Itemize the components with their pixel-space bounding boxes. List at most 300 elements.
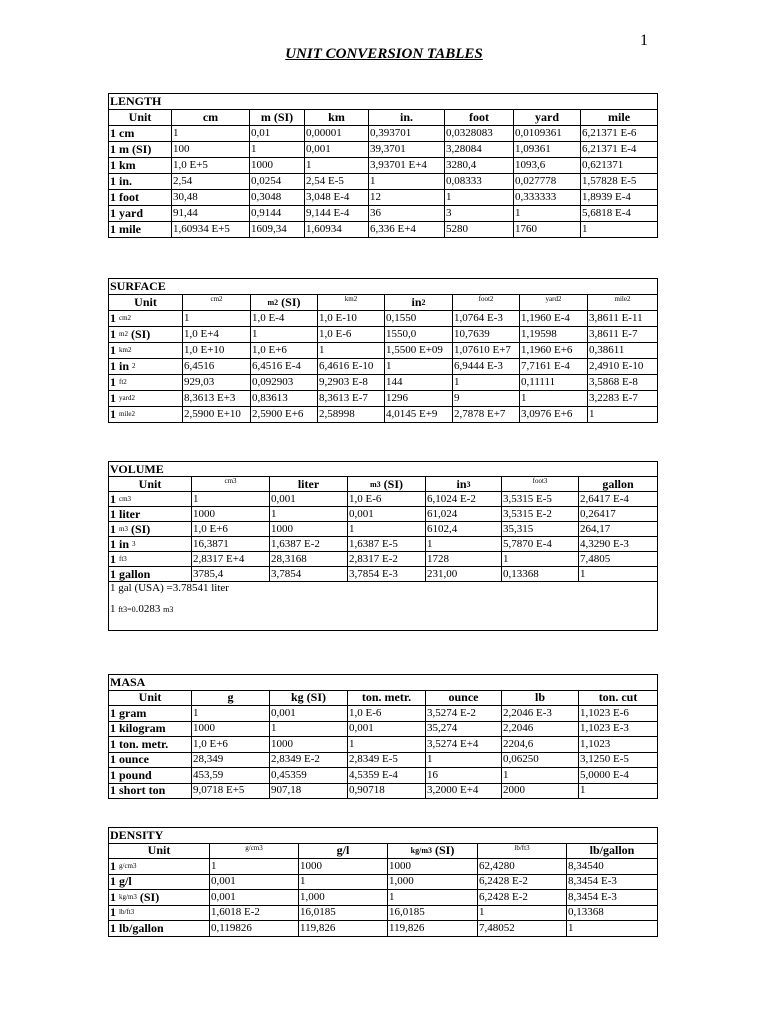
unit-part-pre: 1 [110,343,116,357]
column-header: yard2 [520,295,588,311]
row-unit-label [109,359,183,375]
unit-superscript: m2 [267,298,279,307]
table-cell: 36 [369,206,445,222]
row-unit-label [109,492,192,507]
table-cell: 2,5900 E+10 [183,407,251,423]
table-cell: 0,13368 [567,905,658,921]
table-cell: 1 [172,126,250,142]
unit-part-pre: 1 in [110,359,130,373]
table-cell: 0,001 [270,492,348,507]
table-cell: 3,2000 E+4 [426,783,502,799]
table-cell: 0,621371 [581,158,658,174]
unit-part-sup: m2 [119,330,128,338]
density-body [109,859,658,937]
row-unit-label [109,890,210,906]
table-cell: 2,2046 E-3 [502,706,579,722]
table-cell: 3,28084 [445,142,514,158]
table-cell: 1,0 E+6 [192,522,270,537]
unit-label: in [411,295,422,309]
unit-part-pre: 1 [110,889,116,904]
table-cell: 119,826 [388,921,478,937]
row-unit-label [109,522,192,537]
unit-part-pre: 1 g/l [110,874,132,889]
page-number: 1 [640,32,648,49]
table-cell: 2,54 E-5 [305,174,369,190]
column-header [348,477,426,492]
density-section-title: DENSITY [109,828,658,844]
table-cell: 6,4516 [183,359,251,375]
unit-part-post: (SI) [139,889,160,904]
table-row [109,522,658,537]
table-cell: 2,7878 E+7 [453,407,520,423]
table-row [109,737,658,753]
table-cell: 16,0185 [388,905,478,921]
table-cell: 2,58998 [318,407,385,423]
table-cell: 1 [299,874,388,890]
table-cell: 0,9144 [250,206,305,222]
table-cell: 1550,0 [385,327,453,343]
table-cell: 1 [514,206,581,222]
table-cell: 4,0145 E+9 [385,407,453,423]
column-header: foot [445,110,514,126]
table-cell: 8,3454 E-3 [567,890,658,906]
table-cell: 1000 [250,158,305,174]
table-cell: 3,1250 E-5 [579,752,658,768]
table-row [109,783,658,799]
table-cell: 1 [581,222,658,238]
row-unit-label: 1 km [109,158,172,174]
table-cell: 144 [385,375,453,391]
table-cell: 16,0185 [299,905,388,921]
density-table [108,827,658,937]
row-unit-label: 1 yard [109,206,172,222]
table-cell: 1,60934 [305,222,369,238]
table-cell: 1,0 E-4 [251,311,318,327]
unit-part-pre: 1 [110,521,116,536]
table-cell: 6,1024 E-2 [426,492,502,507]
table-cell: 3,93701 E+4 [369,158,445,174]
unit-part-sup: 2 [132,362,136,370]
table-cell: 1,1960 E+6 [520,343,588,359]
table-cell: 1,0 E+5 [172,158,250,174]
table-cell: 3,5274 E+4 [426,737,502,753]
table-cell: 1 [251,327,318,343]
table-cell: 1,5500 E+09 [385,343,453,359]
column-header: yard [514,110,581,126]
table-cell: 0,001 [348,507,426,522]
table-cell: 1 [579,567,658,582]
table-cell: 1,0764 E-3 [453,311,520,327]
row-unit-label: 1 kilogram [109,721,192,737]
row-unit-label [109,921,210,937]
table-row [109,222,658,238]
table-cell: 1 [210,859,299,875]
column-header: ton. cut [579,690,658,706]
table-cell: 1 [426,752,502,768]
table-cell: 8,3613 E+3 [183,391,251,407]
table-cell: 6,4516 E-4 [251,359,318,375]
table-cell: 28,3168 [270,552,348,567]
row-unit-label [109,507,192,522]
table-cell: 1 [502,768,579,784]
unit-part-pre: 1 [110,551,116,566]
column-header: g/cm3 [210,843,299,859]
row-unit-label [109,407,183,423]
length-body [109,126,658,238]
table-row [109,343,658,359]
table-cell: 62,4280 [478,859,567,875]
unit-part-pre: 1 liter [110,506,141,521]
table-cell: 61,024 [426,507,502,522]
table-cell: 4,5359 E-4 [348,768,426,784]
table-cell: 1,6387 E-5 [348,537,426,552]
table-cell: 0,26417 [579,507,658,522]
table-cell: 0,06250 [502,752,579,768]
table-cell: 929,03 [183,375,251,391]
row-unit-label [109,327,183,343]
table-cell: 1 [270,507,348,522]
row-unit-label [109,905,210,921]
table-cell: 9,2903 E-8 [318,375,385,391]
table-row [109,190,658,206]
unit-part-post: (SI) [130,327,151,341]
column-header: liter [270,477,348,492]
table-cell: 6,336 E+4 [369,222,445,238]
table-cell: 1,0 E+6 [192,737,270,753]
table-cell: 100 [172,142,250,158]
table-cell: 1 [388,890,478,906]
column-header: kg (SI) [270,690,348,706]
row-unit-label [109,311,183,327]
table-cell: 30,48 [172,190,250,206]
table-row [109,507,658,522]
density-header-row [109,843,658,859]
unit-superscript: m3 [369,479,381,489]
table-cell: 119,826 [299,921,388,937]
table-cell: 28,349 [192,752,270,768]
table-cell: 3280,4 [445,158,514,174]
table-row [109,327,658,343]
table-row [109,142,658,158]
table-row [109,407,658,423]
table-row [109,921,658,937]
table-cell: 1 [588,407,658,423]
table-cell: 1 [579,783,658,799]
table-cell: 1 [478,905,567,921]
row-unit-label [109,537,192,552]
table-cell: 7,7161 E-4 [520,359,588,375]
table-cell: 0,00001 [305,126,369,142]
table-cell: 0,13368 [502,567,579,582]
table-cell: 3,048 E-4 [305,190,369,206]
table-cell: 2,8349 E-5 [348,752,426,768]
table-cell: 2,2046 [502,721,579,737]
column-header: lb/ft3 [478,843,567,859]
table-cell: 4,3290 E-3 [579,537,658,552]
table-cell: 0,38611 [588,343,658,359]
row-unit-label [109,567,192,582]
table-cell: 0,001 [210,874,299,890]
table-cell: 0,001 [270,706,348,722]
table-cell: 1000 [192,721,270,737]
table-cell: 1,19598 [520,327,588,343]
volume-table [108,461,658,631]
table-cell: 3,0976 E+6 [520,407,588,423]
table-cell: 1,8939 E-4 [581,190,658,206]
unit-part-pre: 1 [110,407,116,421]
exponent: 3 [466,479,471,489]
table-cell: 0,45359 [270,768,348,784]
column-header: Unit [109,690,192,706]
unit-part-pre: 1 [110,858,116,873]
table-cell: 91,44 [172,206,250,222]
table-cell: 2204,6 [502,737,579,753]
column-header: ounce [426,690,502,706]
table-cell: 0,0254 [250,174,305,190]
table-cell: 1,000 [388,874,478,890]
table-cell: 1000 [299,859,388,875]
table-cell: 2,8317 E+4 [192,552,270,567]
column-header: mile [581,110,658,126]
table-cell: 0,3048 [250,190,305,206]
table-cell: 1,0 E-6 [318,327,385,343]
table-cell: 6,21371 E-4 [581,142,658,158]
unit-part-sup: m3 [119,524,128,533]
table-cell: 1,1023 E-3 [579,721,658,737]
table-cell: 1 [502,552,579,567]
table-cell: 3785,4 [192,567,270,582]
table-cell: 1,0 E-10 [318,311,385,327]
unit-part-pre: 1 [110,491,116,506]
length-table [108,93,658,238]
table-cell: 1,1023 [579,737,658,753]
table-row [109,567,658,582]
mass-header-row [109,690,658,706]
table-cell: 1 [426,537,502,552]
table-cell: 3,5315 E-5 [502,492,579,507]
table-cell: 0,001 [210,890,299,906]
table-cell: 1000 [192,507,270,522]
note-superscript: ft3=0 [118,604,136,614]
table-cell: 3,5274 E-2 [426,706,502,722]
table-row [109,859,658,875]
unit-part-pre: 1 [110,327,116,341]
table-row [109,206,658,222]
row-unit-label: 1 ounce [109,752,192,768]
table-cell: 16 [426,768,502,784]
table-cell: 1 [348,522,426,537]
column-header: foot2 [453,295,520,311]
row-unit-label: 1 cm [109,126,172,142]
document-title: UNIT CONVERSION TABLES [285,46,483,62]
table-cell: 231,00 [426,567,502,582]
surface-body [109,311,658,423]
table-cell: 0,01 [250,126,305,142]
si-label: (SI) [383,476,403,491]
table-row [109,537,658,552]
row-unit-label [109,391,183,407]
mass-table [108,674,658,799]
table-cell: 9 [453,391,520,407]
table-cell: 0,1550 [385,311,453,327]
column-header: Unit [109,295,183,311]
table-cell: 8,34540 [567,859,658,875]
mass-body [109,706,658,799]
column-header: km [305,110,369,126]
table-cell: 6,21371 E-6 [581,126,658,142]
table-row [109,126,658,142]
table-cell: 1,07610 E+7 [453,343,520,359]
mass-section-title: MASA [109,675,658,691]
table-cell: 6102,4 [426,522,502,537]
table-cell: 3,8611 E-7 [588,327,658,343]
table-row [109,752,658,768]
table-cell: 1 [192,492,270,507]
table-row [109,890,658,906]
table-cell: 907,18 [270,783,348,799]
column-header: mile2 [588,295,658,311]
table-cell: 2,8317 E-2 [348,552,426,567]
table-cell: 35,274 [426,721,502,737]
table-cell: 2,4910 E-10 [588,359,658,375]
table-cell: 0,90718 [348,783,426,799]
table-cell: 5,0000 E-4 [579,768,658,784]
table-cell: 1,6387 E-2 [270,537,348,552]
table-cell: 3,2283 E-7 [588,391,658,407]
table-cell: 8,3613 E-7 [318,391,385,407]
si-label: (SI) [435,843,455,858]
table-cell: 1,0 E+6 [251,343,318,359]
table-cell: 1 [567,921,658,937]
column-header: gallon [579,477,658,492]
unit-part-sup: 3 [132,539,136,548]
unit-part-pre: 1 in [110,536,130,551]
unit-part-pre: 1 [110,311,116,325]
column-header [385,295,453,311]
table-cell: 0,027778 [514,174,581,190]
column-header: m (SI) [250,110,305,126]
table-cell: 1,000 [299,890,388,906]
surface-section-title: SURFACE [109,279,658,295]
table-cell: 1728 [426,552,502,567]
column-header: in. [369,110,445,126]
table-cell: 16,3871 [192,537,270,552]
table-cell: 2,5900 E+6 [251,407,318,423]
table-cell: 3,5868 E-8 [588,375,658,391]
table-cell: 2,6417 E-4 [579,492,658,507]
table-cell: 7,4805 [579,552,658,567]
note-prefix: 1 [110,602,119,615]
table-cell: 0,092903 [251,375,318,391]
unit-part-sup: ft3 [119,554,127,563]
table-row [109,552,658,567]
table-cell: 1 [445,190,514,206]
unit-part-pre: 1 lb/gallon [110,920,164,935]
row-unit-label [109,874,210,890]
row-unit-label: 1 gram [109,706,192,722]
table-cell: 2000 [502,783,579,799]
row-unit-label [109,375,183,391]
table-cell: 1,0 E+10 [183,343,251,359]
table-cell: 9,0718 E+5 [192,783,270,799]
unit-label: in [456,476,467,491]
note-value: .0283 [135,602,164,615]
unit-superscript: kg/m3 [410,846,432,856]
column-header: Unit [109,843,210,859]
table-cell: 5,6818 E-4 [581,206,658,222]
table-row [109,391,658,407]
table-cell: 1296 [385,391,453,407]
table-row [109,158,658,174]
table-cell: 3,5315 E-2 [502,507,579,522]
row-unit-label: 1 in. [109,174,172,190]
table-row [109,311,658,327]
column-header: g/l [299,843,388,859]
table-cell: 1,0 E+4 [183,327,251,343]
table-cell: 1,0 E-6 [348,706,426,722]
table-cell: 3,7854 E-3 [348,567,426,582]
table-cell: 0,001 [305,142,369,158]
surface-table [108,278,658,423]
length-header-row [109,110,658,126]
table-cell: 6,4616 E-10 [318,359,385,375]
table-cell: 39,3701 [369,142,445,158]
table-cell: 264,17 [579,522,658,537]
table-cell: 3,7854 [270,567,348,582]
table-cell: 1 [385,359,453,375]
table-row [109,706,658,722]
volume-note-cubic-foot [109,603,658,631]
unit-part-sup: lb/ft3 [119,908,135,917]
row-unit-label: 1 ton. metr. [109,737,192,753]
table-cell: 0,83613 [251,391,318,407]
table-cell: 1000 [388,859,478,875]
si-label: (SI) [281,295,301,309]
table-cell: 0,393701 [369,126,445,142]
unit-part-pre: 1 gallon [110,566,151,581]
table-cell: 1,09361 [514,142,581,158]
column-header: cm2 [183,295,251,311]
table-cell: 35,315 [502,522,579,537]
unit-part-sup: cm2 [119,314,132,322]
table-cell: 6,9444 E-3 [453,359,520,375]
table-cell: 1 [305,158,369,174]
column-header: foot3 [502,477,579,492]
table-cell: 9,144 E-4 [305,206,369,222]
table-cell: 7,48052 [478,921,567,937]
column-header: ton. metr. [348,690,426,706]
unit-part-sup: km2 [119,346,132,354]
unit-part-pre: 1 [110,905,116,920]
table-cell: 1 [270,721,348,737]
table-cell: 1000 [270,737,348,753]
row-unit-label: 1 short ton [109,783,192,799]
surface-header-row [109,295,658,311]
table-cell: 2,54 [172,174,250,190]
table-cell: 1 [369,174,445,190]
table-row [109,375,658,391]
table-cell: 1000 [270,522,348,537]
table-cell: 1 [183,311,251,327]
row-unit-label: 1 pound [109,768,192,784]
table-cell: 1,60934 E+5 [172,222,250,238]
table-cell: 1,57828 E-5 [581,174,658,190]
column-header [251,295,318,311]
table-cell: 5,7870 E-4 [502,537,579,552]
note-unit: m3 [163,604,174,614]
table-cell: 0,08333 [445,174,514,190]
unit-part-pre: 1 [110,391,116,405]
